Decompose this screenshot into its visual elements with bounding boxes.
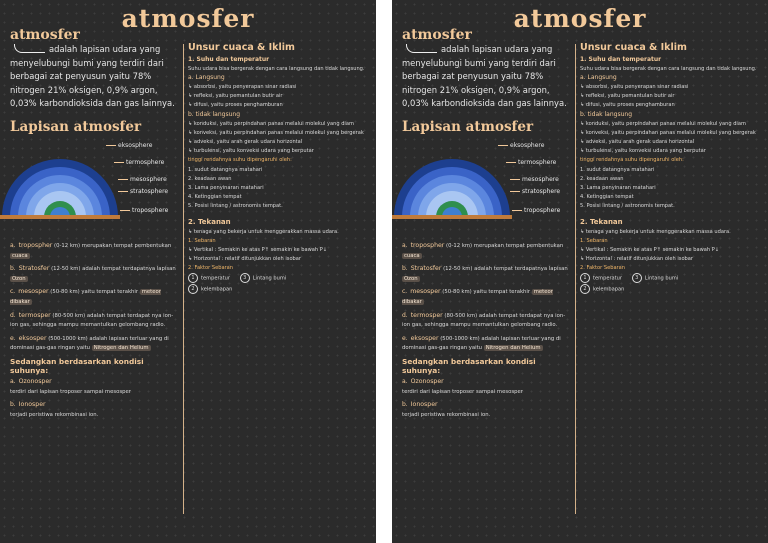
s2-title: 2. Tekanan [188, 217, 231, 226]
list-item: 2. keadaan awan [188, 175, 232, 182]
label-troposphere: troposphere [512, 207, 560, 214]
definition-text: adalah lapisan udara yang menyelubungi bumi yang terdiri dari berbagai zat penyusun yaitu 78% nitrogen 21% oksigen, 0,9% argon, 0,03% karbondioksida dan gas lainnya. [10, 44, 175, 109]
list-item: ↳ difusi, yaitu proses penghamburan [188, 102, 283, 109]
list-item: ↳ konveksi, yaitu perpindahan panas melalui molekul yang bergerak [188, 129, 364, 136]
s2-intro: ↳ tenaga yang bekerja untuk menggerakkan massa udara. [580, 228, 731, 235]
layers-heading: Lapisan atmosfer [402, 118, 534, 135]
unsur-heading: Unsur cuaca & Iklim [580, 42, 687, 53]
definition-term: atmosfer [402, 27, 472, 43]
list-item: b. Ionosper terjadi peristiwa rekombinasi ion. [402, 401, 491, 418]
list-item: a. Ozonosper terdiri dari lapisan troposer sampai mesosper [10, 377, 131, 395]
list-item: 5. Posisi lintang / astronomis tempat. [580, 203, 675, 210]
list-item: b. Ionosper terjadi peristiwa rekombinasi ion. [10, 401, 99, 418]
list-item: e. eksosper (500-1000 km) adalah lapisan terluar yang di dominasi gas-gas ringan yaitu Nitrogen dan Helium [402, 334, 561, 352]
list-item: d. termosper (80-500 km) adalah tempat terdapat nya ion-ion gas, sehingga mampu memantulkan gelombang radio. [10, 311, 174, 329]
suhu-heading: Sedangkan berdasarkan kondisi suhunya: [10, 356, 144, 375]
list-item: ↳ Horizontal : relatif ditunjukkan oleh isobar [188, 256, 302, 263]
s1-factor: tinggi rendahnya suhu dipengaruhi oleh: [580, 157, 684, 164]
label-termosphere: termosphere [506, 159, 556, 166]
atmosphere-diagram [402, 139, 570, 237]
list-item: 2 kelembapan [580, 284, 764, 295]
list-item: ↳ absorbsi, yaitu penyerapan sinar radiasi [580, 84, 689, 90]
list-item: ↳ Vertikal : Semakin ke atas P↑ semakin ke bawah P↓ [580, 246, 720, 253]
suhu-list [10, 377, 178, 420]
s2-title: 2. Tekanan [580, 217, 623, 226]
label-mesosphere: mesosphere [510, 176, 559, 183]
suhu-heading: Sedangkan berdasarkan kondisi suhunya: [402, 356, 536, 375]
label-stratosphere: stratosphere [510, 188, 560, 195]
s2-faktor: 2. Faktor Sebaran [580, 265, 626, 272]
list-item: 4. Ketinggian tempat [580, 194, 634, 201]
s1-factor: tinggi rendahnya suhu dipengaruhi oleh: [188, 157, 292, 164]
list-item: 1 temperatur 3 Lintang bumi [580, 273, 764, 284]
atmosphere-layers-graphic [0, 139, 120, 219]
s1-intro: Suhu udara bisa bergerak dengan cara langsung dan tidak langsung. [188, 66, 365, 72]
list-item: ↳ konduksi, yaitu perpindahan panas melalui molekul yang diam [188, 120, 354, 127]
unsur-heading: Unsur cuaca & Iklim [188, 42, 295, 53]
definition-term: atmosfer [10, 27, 80, 43]
list-item: ↳ difusi, yaitu proses penghamburan [580, 102, 675, 109]
s1-a: a. Langsung [580, 74, 617, 81]
s1-b: b. tidak langsung [580, 110, 633, 118]
list-item: a. tropospher (0-12 km) merupakan tempat pembentukan cuaca [10, 241, 172, 259]
layers-list [402, 241, 570, 354]
left-column [402, 27, 570, 423]
list-item: ↳ refleksi, yaitu pemantulan butir air [580, 93, 675, 100]
list-item: 5. Posisi lintang / astronomis tempat. [188, 203, 283, 210]
label-eksosphere: eksosphere [106, 142, 152, 149]
list-item: ↳ konduksi, yaitu perpindahan panas melalui molekul yang diam [580, 120, 746, 127]
layers-heading: Lapisan atmosfer [10, 118, 142, 135]
list-item: ↳ adveksi, yaitu arah gerak udara horizontal [580, 139, 695, 146]
s2-sebaran: 1. Sebaran [188, 237, 216, 244]
s2-faktor: 2. Faktor Sebaran [188, 265, 234, 272]
list-item: a. tropospher (0-12 km) merupakan tempat pembentukan cuaca [402, 241, 564, 259]
list-item: 1. sudut datangnya matahari [188, 166, 263, 173]
list-item: 3. Lama penyinaran matahari [188, 185, 264, 192]
label-mesosphere: mesosphere [118, 176, 167, 183]
right-column [188, 42, 372, 295]
list-item: 3. Lama penyinaran matahari [580, 185, 656, 192]
note-page-right [392, 0, 768, 543]
arrow-icon [14, 44, 45, 53]
list-item: b. Stratosfer (12-50 km) adalah tempat terdapatnya lapisan Ozon [10, 265, 176, 282]
right-column [580, 42, 764, 295]
list-item: ↳ turbulensi, yaitu konveksi udara yang berputar [580, 148, 706, 155]
list-item: ↳ adveksi, yaitu arah gerak udara horizontal [188, 139, 303, 146]
list-item: d. termosper (80-500 km) adalah tempat terdapat nya ion-ion gas, sehingga mampu memantulkan gelombang radio. [402, 311, 566, 329]
label-eksosphere: eksosphere [498, 142, 544, 149]
list-item: 2. keadaan awan [580, 175, 624, 182]
atmosphere-diagram [10, 139, 178, 237]
list-item: ↳ turbulensi, yaitu konveksi udara yang berputar [188, 148, 314, 155]
note-page-left [0, 0, 376, 543]
suhu-list [402, 377, 570, 420]
list-item: ↳ Vertikal : Semakin ke atas P↑ semakin ke bawah P↓ [188, 246, 328, 253]
list-item: e. eksosper (500-1000 km) adalah lapisan terluar yang di dominasi gas-gas ringan yaitu Nitrogen dan Helium [10, 334, 169, 352]
page-title: atmosfer [121, 4, 255, 33]
list-item: ↳ konveksi, yaitu perpindahan panas melalui molekul yang bergerak [580, 129, 756, 136]
s2-intro: ↳ tenaga yang bekerja untuk menggerakkan massa udara. [188, 228, 339, 235]
list-item: c. mesosper (50-80 km) yaitu tempat terakhir meteor dibakar [402, 288, 553, 305]
list-item: ↳ Horizontal : relatif ditunjukkan oleh isobar [580, 256, 694, 263]
label-troposphere: troposphere [120, 207, 168, 214]
definition-text: adalah lapisan udara yang menyelubungi bumi yang terdiri dari berbagai zat penyusun yaitu 78% nitrogen 21% oksigen, 0,9% argon, 0,03% karbondioksida dan gas lainnya. [402, 44, 567, 109]
s1-title: 1. Suhu dan temperatur [188, 56, 270, 63]
list-item: ↳ refleksi, yaitu pemantulan butir air [188, 93, 283, 100]
s2-sebaran: 1. Sebaran [580, 237, 608, 244]
list-item: 4. Ketinggian tempat [188, 194, 242, 201]
layers-list [10, 241, 178, 354]
s1-b: b. tidak langsung [188, 110, 241, 118]
list-item: 1 temperatur 3 Lintang bumi [188, 273, 372, 284]
list-item: c. mesosper (50-80 km) yaitu tempat terakhir meteor dibakar [10, 288, 161, 305]
column-divider [575, 44, 576, 514]
left-column [10, 27, 178, 423]
s1-title: 1. Suhu dan temperatur [580, 56, 662, 63]
list-item: a. Ozonosper terdiri dari lapisan troposer sampai mesosper [402, 377, 523, 395]
list-item: 2 kelembapan [188, 284, 372, 295]
list-item: 1. sudut datangnya matahari [580, 166, 655, 173]
label-stratosphere: stratosphere [118, 188, 168, 195]
s1-a: a. Langsung [188, 74, 225, 81]
column-divider [183, 44, 184, 514]
list-item: b. Stratosfer (12-50 km) adalah tempat terdapatnya lapisan Ozon [402, 265, 568, 282]
arrow-icon [406, 44, 437, 53]
list-item: ↳ absorbsi, yaitu penyerapan sinar radiasi [188, 84, 297, 90]
atmosphere-layers-graphic [392, 139, 512, 219]
s1-intro: Suhu udara bisa bergerak dengan cara langsung dan tidak langsung. [580, 66, 757, 72]
page-title: atmosfer [513, 4, 647, 33]
label-termosphere: termosphere [114, 159, 164, 166]
